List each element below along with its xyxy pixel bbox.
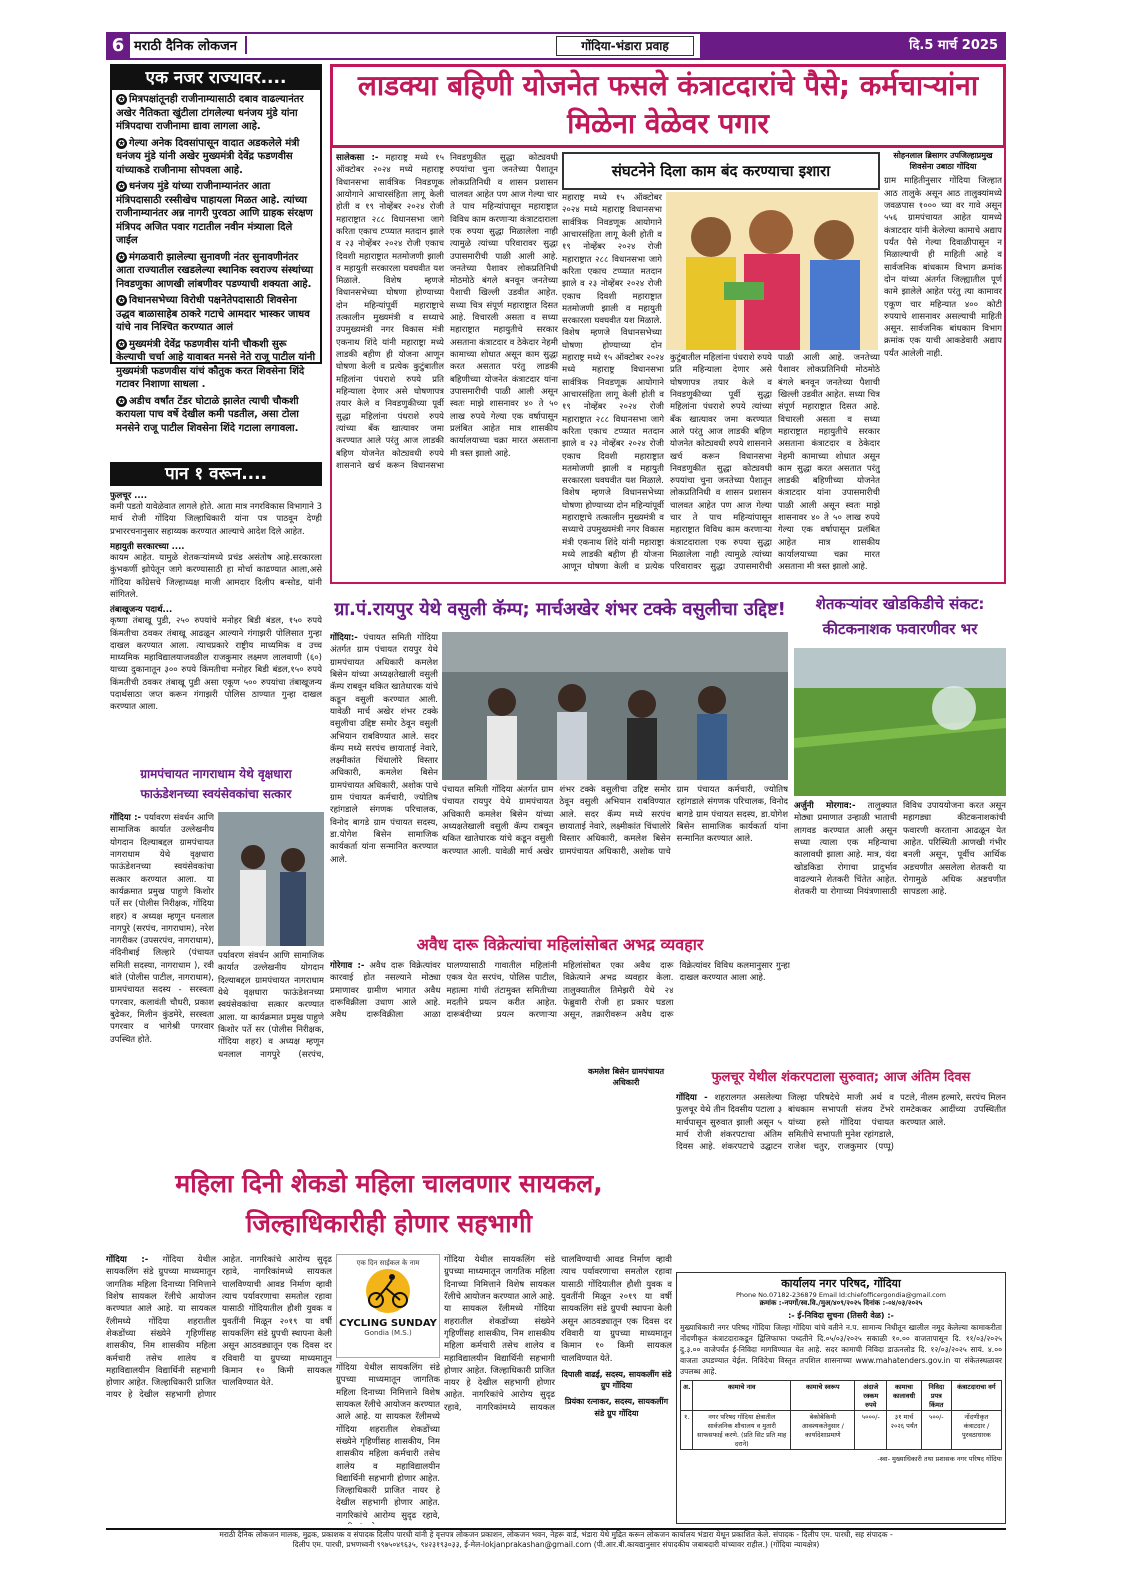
lead-body: सालेकसा :- महाराष्ट्र मध्ये १५ ऑक्टोबर २०२४ मध्ये महाराष्ट्र विधानसभा सार्वत्रिक निवडणूक आयोगाने आचारसंहिता लागू केली होती व १९ नोव्हेंबर २०२४ रोजी महाराष्ट्रात २८८ विधानसभा जागे करिता एकाच टप्प्यात मतदान झाले व २३ नोव्हेंबर २०२४ रोजी एकाच दिवशी महाराष्ट्रात मतमोजणी झाली व महायुती सरकारला घवघवीत यश मिळाले. विशेष म्हणजे विधानसभेच्या घोषणा होण्याच्या दोन महिन्यांपूर्वी महाराष्ट्राचे तत्कालीन मुख्यमंत्री व सध्याचे उपमुख्यमंत्री नगर विकास मंत्री एकनाथ शिंदे यांनी महाराष्ट्रा मध्ये लाडकी बहीण ही योजना आणून घोषणा केली व प्रत्येक कुटुंबातील महिलांना पंधराशे रुपये प्रति महिन्याला देणार असे घोषणापत्र तयार केले व निवडणुकीच्या पूर्वी सुद्धा महिलांना पंधराशे रुपये त्यांच्या बँक खात्यावर जमा करण्यात आले परंतु आज लाडकी बहिण योजनेत कोट्यवधी रुपये शासनाने खर्च करून विधानसभा निवडणुकीत सुद्धा कोट्यवधी रुपयांचा चुना जनतेच्या पैशातून लोकप्रतिनिधी व शासन प्रशासन चालवत आहेत पण आज गेल्या चार ते पाच महिन्यांपासून महाराष्ट्रात विविध काम करणाऱ्या कंत्राटदाराला एक रुपया सुद्धा मिळालेला नाही त्यामुळे त्यांच्या परिवारावर सुद्धा उपासमारीची पाळी आली आहे. जनतेच्या पैशावर लोकप्रतिनिधी मोठमोठे बंगले बनवून जनतेच्या पैशाची खिल्ली उडवीत आहेत. सध्या चित्र संपूर्ण महाराष्ट्रात दिसत आहे. विचारली असता व सध्या महाराष्ट्रात महायुतीचे सरकार असताना कंत्राटदार व ठेकेदार नेहमी कामाच्या शोधात असून काम सुद्धा करत असतात परंतु लाडकी बहिणीच्या योजनेत कंत्राटदार यांना उपासमारीची पाळी आली असून स्वतः माझे शासनावर ४० ते ५० लाख रुपये गेल्या एक वर्षापासून प्रलंबित आहेत मात्र शासकीय कार्यालयाच्या चक्रा मारत असताना मी त्रस्त झालो आहे.: [336, 153, 558, 471]
liquor-body: गोरेगाव :- अवैध दारू विक्रेत्यांवर कारवाई होत नसल्याने मोठ्या प्रमाणावर ग्रामीण भागात अवैध दारूविक्रीला उधाण आले आहे. अवैध दारूविक्रीला आळा घालण्यासाठी गावातील महिलांनी एकत्र येत सरपंच, पोलिस पाटील, महात्मा गांधी तंटामुक्त समितीच्या मदतीने प्रयत्न करीत आहेत. दारूबंदीच्या प्रयत्न करणाऱ्या महिलांसोबत एका अवैध दारू विक्रेत्याने अभद्र व्यवहार केला. तालुक्यातील तिमेझरी येथे २४ फेब्रुवारी रोजी हा प्रकार घडला असून, तक्रारीवरून अवैध दारू विक्रेत्यांवर विविध कलमानुसार गुन्हा दाखल करण्यात आला आहे.: [330, 961, 790, 1021]
cycling-byline-1: दिपाली वाढई, सदस्य, सायकलींग संडे ग्रुप गोंदिया: [561, 1369, 672, 1391]
nagradham-body: गोंदिया :- पर्यावरण संवर्धन आणि सामाजिक कार्यात उल्लेखनीय योगदान दिल्याबद्दल ग्रामपंचायत नागराधाम येथे वृक्षधारा फाऊंडेशनच्या स्वयंसेवकांचा सत्कार करण्यात आला. या कार्यक्रमात प्रमुख पाहुणे किशोर पर्ते सर (पोलीस निरीक्षक, गोंदिया शहर) व अध्यक्ष म्हणून धनलाल नागपुरे (सरपंच, नागराधाम), नरेश नागरीकर (उपसरपंच, नागराधाम), नंदिनीबाई लिल्हारे (पंचायत समिती सदस्या, नागराधाम ), रवी बांते (पोलीस पाटील, नागराधाम), ग्रामपंचायत सदस्य - सरस्वता पगरवार, कलावंती चौधरी, प्रकाश बुढेकर, मिलीन कुंडमेरे, सरस्वता पगरवार व भागेश्री पगरवार उपस्थित होते.: [110, 813, 214, 1045]
raipur-headline: ग्रा.पं.रायपुर येथे वसुली कॅम्प; मार्चअखेर शंभर टक्के वसुलीचा उद्दिष्ट!: [334, 599, 786, 620]
cont-head: महायुती सरकारच्या ....: [110, 541, 185, 552]
table-row: १. नगर परिषद गोंदिया क्षेत्रातील सार्वजनिक शौचालय व मुतारी साफसफाई करणे. (प्रति सिट प्रति माह दराने) बेकोबेकिमी आवश्यकतेनुसार / कार्यादेशाप्रमाणे ५०००/- ३१ मार्च २०२६ पर्यंत ५००/- नोंदणीकृत कंत्राटदार / पुरवठाधारक: [681, 1411, 1002, 1450]
right-body: ग्राम माहितीनुसार गोंदिया जिल्हात आठ तालुके असून आठ तालुक्यांमध्ये जवळपास १००० च्या वर गावे असून ५५६ ग्रामपंचायत आहेत यामध्ये कंत्राटदार यांनी केलेल्या कामाचे अद्याप पर्यंत पैसे गेल्या दिवाळीपासून न मिळाल्याची ही माहिती आहे व सार्वजनिक बांधकाम विभाग क्रमांक दोन यांच्या अंतर्गत जिल्ह्यातील पूर्ण कामे झालेले आहेत परंतु त्या कामावर एकूण चार महिन्यात ४०० कोटी रुपयाचे शासनावर असल्याची माहिती असून. सार्वजनिक बांधकाम विभाग क्रमांक एक याची आकडेवारी अद्याप पर्यंत आलेली नाही.: [884, 176, 1002, 359]
nagradham-headline: ग्रामपंचायत नागराधाम येथे वृक्षधारा फाऊंडेशनच्या स्वयंसेवकांचा सत्कार: [140, 767, 292, 801]
notice-contact: Phone No.07182-236879 Email Id:chiefofficergondia@gmail.com: [735, 1291, 947, 1299]
pest-headline-box: [794, 592, 1006, 644]
imprint-footer: मराठी दैनिक लोकजन मालक, मुद्रक, प्रकाशक व संपादक दिलीप पारधी यांनी हे वृत्तपत्र लोकजन प्रकाशन, लोकजन भवन, नेहरू वार्ड, भंडारा येथे मुद्रित करून लोकजन कार्यालय भंडारा येथून प्रकाशित केले. संपादक - दिलीप एम. पारधी, सह संपादक - दिलीप एम. पारधी, प्रभणध्वनी ९९७५०४९६३५, ९४२३१९३०३३, ई-मेल-lokjanprakashan@gmail.com (पी.आर.बी.कायद्यानुसार संपादकीय जबाबदारी यांच्यावर राहील.) (गोंदिया न्यायक्षेत्र): [106, 1528, 1006, 1558]
news-brief-item: ✪ मंगळवारी झालेल्या सुनावणी नंतर सुनावणीनंतर आता राज्यातील रखडलेल्या स्थानिक स्वराज्य संस्थांच्या निवडणुका आणखी लांबणीवर पडण्याची शक्यता आहे.: [116, 251, 314, 290]
page-number: 6: [106, 32, 130, 60]
notice-sign: -स्वा- मुख्याधिकारी तथा प्रशासक नगर परिषद गोंदिया: [877, 1455, 1002, 1464]
right-byline: सोहनलाल ब्रिसागर उपजिल्हाप्रमुख शिवसेना उबाठा गोंदिया: [893, 151, 993, 172]
continuation-articles: [110, 490, 322, 760]
cont-head: तंबाखूजन्य पदार्थ...: [110, 605, 173, 616]
section-label: गोंदिया-भंडारा प्रवाह: [556, 36, 694, 56]
notice-ref: क्रमांक :-नपगों/स्व.वि./मुअ/४०९/२०२५ दिनांक :-०४/०३/२०२५: [759, 1299, 923, 1307]
liquor-headline: अवैध दारू विक्रेत्यांचा महिलांसोबत अभद्र व्यवहार: [416, 935, 704, 954]
cont-body: कायम आहेत. यामुळे शेतकऱ्यांमध्ये प्रचंड असंतोष आहे.सरकारला कुंभकर्णी झोपेतून जागे करण्यासाठी हा मोर्चा काढण्यात आला,असे गोंदिया काँग्रेसचे जिल्हाध्यक्ष माजी आमदार दिलीप बन्सोड, यांनी सांगितले.: [110, 552, 322, 600]
cont-body: कृष्णा तंबाखू पुडी, २५० रुपयांचे मनोहर बिडी बंडल, १५० रुपये किंमतीचा ठवकर तंबाखू आढळून आल्याने गंगाझरी पोलिसात गुन्हा दाखल करण्यात आला. त्याचप्रकारे राष्ट्रीय माध्यमिक व उच्च माध्यमिक महाविद्यालयाजवळील राजकुमार लक्ष्मण लालवाणी (६०) याच्या दुकानातून ३०० रुपये किंमतीचा मनोहर बिडी बंडल,१५० रुपये किंमतीची ठवकर तंबाखू पुडी असा एकूण ५०० रुपयांचा तंबाखूजन्य पदार्थसाठा जप्त करून गंगाझरी पोलिस ठाण्यात गुन्हा दाखल करण्यात आला.: [110, 616, 322, 713]
star-icon: ✪: [116, 252, 127, 263]
felicitation-photo: [218, 812, 324, 946]
raipur-body-lower: पंचायत समिती गोंदिया अंतर्गत ग्राम पंचायत रायपुर येथे ग्रामपंचायत अधिकारी कमलेश बिसेन यांच्या अध्यक्षतेखाली वसुली कॅम्प राबवून थकित खातेधारक यांचे कडून वसुली करण्यात आली. यावेळी मार्च अखेर शंभर टक्के वसुलीचा उद्दिष्ट समोर ठेवून वसुली अभियान राबविण्यात आले. सदर कॅम्प मध्ये सरपंच छायाताई नेवारे, लक्ष्मीकांत चिंधालोरे विस्तार अधिकारी, कमलेश बिसेन ग्रामपंचायत अधिकारी, अशोक पाचे ग्राम पंचायत कर्मचारी, ज्योतिष रहांगडाले संगणक परिचालक, विनोद बागडे ग्राम पंचायत सदस्य, डा.योगेश बिसेन सामाजिक कार्यकर्ता यांना सन्मानित करण्यात आले.: [442, 785, 788, 857]
notice-table: अ. कामाचे नाव कामाचे स्वरूप अंदाजे रक्कम रुपये कामाचा कालावधी निविदा प्रपत्र किंमत कंत्राटदाराचा वर्ग १. नगर परिषद गोंदिया क्षेत्रातील सार्वजनिक शौचालय व मुतारी साफसफाई करणे. (प्रति सिट प्रति माह दराने) बेकोबेकिमी आवश्यकतेनुसार / कार्यादेशाप्रमाणे ५०००/- ३१ मार्च २०२६ पर्यंत ५००/- नोंदणीकृत कंत्राटदार / पुरवठाधारक: [680, 1380, 1002, 1450]
issue-date: दि.5 मार्च 2025: [700, 32, 1006, 60]
notice-title: कार्यालय नगर परिषद, गोंदिया: [781, 1277, 901, 1290]
star-icon: ✪: [116, 295, 127, 306]
news-brief-title: एक नजर राज्यावर....: [112, 66, 320, 90]
lead-right-column: [884, 150, 1002, 580]
lead-col-4: महाराष्ट्र मध्ये १५ ऑक्टोबर २०२४ मध्ये महाराष्ट्र विधानसभा सार्वत्रिक निवडणूक आयोगाने आचारसंहिता लागू केली होती व १९ नोव्हेंबर २०२४ रोजी महाराष्ट्रात २८८ विधानसभा जागे करिता एकाच टप्प्यात मतदान झाले व २३ नोव्हेंबर २०२४ रोजी एकाच दिवशी महाराष्ट्रात मतमोजणी झाली व महायुती सरकारला घवघवीत यश मिळाले. विशेष म्हणजे विधानसभेच्या घोषणा होण्याच्या दोन महिन्यांपूर्वी महाराष्ट्राचे तत्कालीन मुख्यमंत्री व सध्याचे उपमुख्यमंत्री नगर विकास मंत्री एकनाथ शिंदे यांनी महाराष्ट्रा मध्ये लाडकी बहीण ही योजना आणून घोषणा केली व प्रत्येक कुटुंबातील महिलांना पंधराशे रुपये प्रति महिन्याला देणार असे घोषणापत्र तयार केले व निवडणुकीच्या पूर्वी सुद्धा महिलांना पंधराशे रुपये त्यांच्या बँक खात्यावर जमा करण्यात आले परंतु आज लाडकी बहिण योजनेत कोट्यवधी रुपये शासनाने खर्च करून विधानसभा निवडणुकीत सुद्धा कोट्यवधी रुपयांचा चुना जनतेच्या पैशातून लोकप्रतिनिधी व शासन प्रशासन चालवत आहेत पण आज गेल्या चार ते पाच महिन्यांपासून महाराष्ट्रात विविध काम करणाऱ्या कंत्राटदाराला एक रुपया सुद्धा मिळालेला नाही त्यामुळे त्यांच्या परिवारावर सुद्धा उपासमारीची पाळी आली आहे. जनतेच्या पैशावर लोकप्रतिनिधी मोठमोठे बंगले बनवून जनतेच्या पैशाची खिल्ली उडवीत आहेत. सध्या चित्र संपूर्ण महाराष्ट्रात दिसत आहे. विचारली असता व सध्या महाराष्ट्रात महायुतीचे सरकार असताना कंत्राटदार व ठेकेदार नेहमी कामाच्या शोधात असून काम सुद्धा करत असतात परंतु लाडकी बहिणीच्या योजनेत कंत्राटदार यांना उपासमारीची पाळी आली असून स्वतः माझे शासनावर ४० ते ५० लाख रुपये गेल्या एक वर्षापासून प्रलंबित आहेत मात्र शासकीय कार्यालयाच्या चक्रा मारत असताना मी त्रस्त झालो आहे.: [562, 353, 880, 573]
star-icon: ✪: [116, 339, 127, 350]
shankarpat-headline: फुलचूर येथील शंकरपटाला सुरुवात; आज अंतिम दिवस: [711, 1070, 971, 1085]
cycling-sunday-logo: एक दिन साईकल के नाम CYCLING SUNDAY Gondia (M.S.): [336, 1254, 440, 1358]
news-brief-item: ✪ विधानसभेच्या विरोधी पक्षनेतेपदासाठी शिवसेना उद्धव बाळासाहेब ठाकरे गटाचे आमदार भास्कर जाधव यांचे नाव निश्चित करण्यात आलं: [116, 295, 310, 333]
news-brief-box: [110, 64, 322, 434]
pest-headline: शेतकऱ्यांवर खोडकिडीचे संकट: कीटकनाशक फवारणीवर भर: [815, 595, 985, 638]
notice-subtitle: :- ई-निविदा सुचना (तिसरी वेळ) :-: [788, 1311, 894, 1320]
cycling-headline-box: [106, 1164, 672, 1250]
pest-body: अर्जुनी मोरगाव:- तालुक्यात मोठ्या प्रमाणात उन्हाळी भाताची लागवड करण्यात आली असून सध्या त्याला एक महिन्याचा कालावधी झाला आहे. मात्र, यंदा खोडकिडा रोगाचा प्रादुर्भाव वाढल्याने शेतकरी चिंतेत आहेत. शेतकरी या रोगाच्या नियंत्रणासाठी विविध उपाययोजना करत असून महागड्या कीटकनाशकांची फवारणी करताना आढळून येत आहेत. परिस्थिती आणखी गंभीर बनली असून, पूर्वीच आर्थिक अडचणीत असलेला शेतकरी या रोगामुळे अधिक अडचणीत सापडला आहे.: [794, 801, 1006, 898]
news-brief-item: ✪ मुख्यमंत्री देवेंद्र फडणवीस यांनी चौकशी सुरू केल्याची चर्चा आहे यावाबत मनसे नेते राजू पाटील यांनी मुख्यमंत्री फडणवीस यांचं कौतुक करत शिवसेना शिंदे गटावर निशाणा साधला .: [116, 338, 316, 390]
cyclist-icon: [358, 1268, 418, 1314]
cycling-body: गोंदिया :- गोंदिया येथील सायकलिंग संडे ग्रुपच्या माध्यमातून जागतिक महिला दिनाच्या निमित्ताने विशेष सायकल रॅलीचे आयोजन करण्यात आले आहे. या सायकल रॅलीमध्ये गोंदिया शहरातील शेकडोंच्या संख्येने गृहिणींसह शासकीय, निम शासकीय महिला कर्मचारी तसेच शालेय व महाविद्यालयीन विद्यार्थिनी सहभागी होणार आहेत. जिल्हाधिकारी प्राजित नायर हे देखील सहभागी होणार आहेत. नागरिकांचे आरोग्य सुदृढ रहावे, नागरिकांमध्ये सायकल चालविण्याची आवड निर्माण व्हावी त्याच पर्यावरणाचा समतोल रहावा यासाठी गोंदियातील हौशी युवक व युवतींनी मिळून २०१९ या वर्षी सायकलिंग संडे ग्रुपची स्थापना केली असून आठवड्यातून एक दिवस दर रविवारी या ग्रुपच्या माध्यमातून किमान १० किमी सायकल चालविण्यात येते.: [106, 1255, 332, 1401]
cycling-body-2: गोंदिया येथील सायकलिंग संडे ग्रुपच्या माध्यमातून जागतिक महिला दिनाच्या निमित्ताने विशेष सायकल रॅलीचे आयोजन करण्यात आले आहे. या सायकल रॅलीमध्ये गोंदिया शहरातील शेकडोंच्या संख्येने गृहिणींसह शासकीय, निम शासकीय महिला कर्मचारी तसेच शालेय व महाविद्यालयीन विद्यार्थिनी सहभागी होणार आहेत. जिल्हाधिकारी प्राजित नायर हे देखील सहभागी होणार आहेत. नागरिकांचे आरोग्य सुदृढ रहावे,: [336, 1363, 440, 1521]
cycling-body-3: गोंदिया येथील सायकलिंग संडे ग्रुपच्या माध्यमातून जागतिक महिला दिनाच्या निमित्ताने विशेष सायकल रॅलीचे आयोजन करण्यात आले आहे. या सायकल रॅलीमध्ये गोंदिया शहरातील शेकडोंच्या संख्येने गृहिणींसह शासकीय, निम शासकीय महिला कर्मचारी तसेच शालेय व महाविद्यालयीन विद्यार्थिनी सहभागी होणार आहेत. जिल्हाधिकारी प्राजित नायर हे देखील सहभागी होणार आहेत. नागरिकांचे आरोग्य सुदृढ रहावे, नागरिकांमध्ये सायकल चालविण्याची आवड निर्माण व्हावी त्याच पर्यावरणाचा समतोल रहावा यासाठी गोंदियातील हौशी युवक व युवतींनी मिळून २०१९ या वर्षी सायकलिंग संडे ग्रुपची स्थापना केली असून आठवड्यातून एक दिवस दर रविवारी या ग्रुपच्या माध्यमातून किमान १० किमी सायकल चालविण्यात येते. दिपाली वाढई, सदस्य, सायकलींग संडे ग्रुप गोंदिया प्रियंका रत्नाकर, सदस्य, सायकलींग संडे ग्रुप गोंदिया: [444, 1255, 672, 1418]
raipur-photo: [442, 632, 788, 780]
cycling-byline-2: प्रियंका रत्नाकर, सदस्य, सायकलींग संडे ग्रुप गोंदिया: [564, 1397, 669, 1418]
paper-name: मराठी दैनिक लोकजन: [134, 36, 247, 54]
raipur-body: गोंदिया:- पंचायत समिती गोंदिया अंतर्गत ग्राम पंचायत रायपुर येथे ग्रामपंचायत अधिकारी कमलेश बिसेन यांच्या अध्यक्षतेखाली वसुली कॅम्प राबवून थकित खातेधारक यांचे कडून वसुली करण्यात आली. यावेळी मार्च अखेर शंभर टक्के वसुलीचा उद्दिष्ट समोर ठेवून वसुली अभियान राबविण्यात आले. सदर कॅम्प मध्ये सरपंच छायाताई नेवारे, लक्ष्मीकांत चिंधालोरे विस्तार अधिकारी, कमलेश बिसेन ग्रामपंचायत अधिकारी, अशोक पाचे ग्राम पंचायत कर्मचारी, ज्योतिष रहांगडाले संगणक परिचालक, विनोद बागडे ग्राम पंचायत सदस्य, डा.योगेश बिसेन सामाजिक कार्यकर्ता यांना सन्मानित करण्यात आले.: [330, 633, 438, 865]
nagradham-body-2: पर्यावरण संवर्धन आणि सामाजिक कार्यात उल्लेखनीय योगदान दिल्याबद्दल ग्रामपंचायत नागराधाम येथे वृक्षधारा फाऊंडेशनच्या स्वयंसेवकांचा सत्कार करण्यात आला. या कार्यक्रमात प्रमुख पाहुणे किशोर पर्ते सर (पोलीस निरीक्षक, गोंदिया शहर) व अध्यक्ष म्हणून धनलाल नागपुरे (सरपंच,: [218, 951, 324, 1060]
pest-byline-2: कमलेश बिसेन ग्रामपंचायत अधिकारी: [587, 1067, 665, 1087]
star-icon: ✪: [116, 94, 127, 105]
paddy-field-photo: [794, 648, 1006, 796]
cont-body: कमी पडतो यावेळेवात लागले होते. आता मात्र नगरविकास विभागाने 3 मार्च रोजी गोंदिया जिल्हाधिकारी यांना पत्र पाठवून देण्ही प्रभाररचनानुसार सहाय्यक करण्यात आल्याचे आदेश दिले आहेत.: [110, 502, 322, 537]
lead-col-3: महाराष्ट्र मध्ये १५ ऑक्टोबर २०२४ मध्ये महाराष्ट्र विधानसभा सार्वत्रिक निवडणूक आयोगाने आचारसंहिता लागू केली होती व १९ नोव्हेंबर २०२४ रोजी महाराष्ट्रात २८८ विधानसभा जागे करिता एकाच टप्प्यात मतदान झाले व २३ नोव्हेंबर २०२४ रोजी एकाच दिवशी महाराष्ट्रात मतमोजणी झाली व महायुती सरकारला घवघवीत यश मिळाले. विशेष म्हणजे विधानसभेच्या घोषणा होण्याच्या दोन: [562, 193, 662, 351]
shankarpat-body: गोंदिया - शहरालगत असलेल्या फुलचूर येथे तीन दिवसीय पटाला ३ मार्चपासून सुरुवात झाली असून ५ मार्च रोजी शंकरपटाचा अंतिम दिवस आहे. शंकरपटाचे उद्घाटन जिल्हा परिषदेचे माजी अर्थ व बांधकाम सभापती संजय टेंभरे यांच्या हस्ते गोंदिया पंचायत समितीचे सभापती मुनेश रहांगडाले, राजेश चतुर, राजकुमार (पप्पू) पटले, नीलम हल्मारे, सरपंच मिलन रामटेककर आदींच्या उपस्थितीत करण्यात आले.: [676, 1093, 1006, 1153]
news-brief-item: ✪ धनंजय मुंडे यांच्या राजीनाम्यानंतर आता मंत्रिपदासाठी रस्सीखेच पाहायला मिळत आहे. त्यांच्या राजीनाम्यानंतर अन्न नागरी पुरवठा आणि ग्राहक संरक्षण मंत्रिपद अजित पवार गटातील नवीन मंत्र्याला दिले जाईल: [116, 181, 313, 246]
cont-head: फुलचूर ....: [110, 491, 148, 501]
notice-body: मुख्याधिकारी नगर परिषद गोंदिया जिल्हा गोंदिया यांचे वतीने न.प. सामान्य निधीतून खालील नमूद केलेल्या कामाकरीता नोंदणीकृत कंत्राटदाराकडून द्विलिफाफा पध्दतीने दि.०५/०३/२०२५ सकाळी १०.०० वाजतापासून दि. ११/०३/२०२५ दु.३.०० वाजेपर्यंत ई-निविदा मागविण्यात येत आहे. सदर कामाची निविदा डाऊनलोड दि. १२/०३/२०२५ सायं. ४.०० वाजता उघडण्यात येईल. निविदेचा विस्तृत तपशिल शासनाच्या www.mahatenders.gov.in या संकेतस्थळावर उपलब्ध आहे.: [680, 1323, 1002, 1376]
star-icon: ✪: [116, 396, 127, 407]
tender-notice: [676, 1272, 1006, 1524]
cycling-headline: महिला दिनी शेकडो महिला चालवणार सायकल, जिल्हाधिकारीही होणार सहभागी: [175, 1169, 603, 1238]
continuation-title: पान १ वरून....: [110, 462, 322, 486]
star-icon: ✪: [116, 181, 127, 192]
news-brief-item: ✪ अडीच वर्षांत टेंडर घोटाळे झालेत त्याची चौकशी करायला पाच वर्षे देखील कमी पडतील, असा टोला मनसेने राजू पाटील शिवसेना शिंदे गटाला लगावला.: [116, 395, 299, 434]
nagradham-headline-box: [110, 764, 322, 808]
star-icon: ✪: [116, 138, 127, 149]
news-brief-item: ✪ गेल्या अनेक दिवसांपासून वादात अडकलेले मंत्री धनंजय मुंडे यांनी अखेर मुख्यमंत्री देवेंद्र फडणवीस यांच्याकडे राजीनामा सोपवला आहे.: [116, 137, 300, 176]
lead-illustration: [666, 192, 878, 350]
lead-headline: लाडक्या बहिणी योजनेत फसले कंत्राटदारांचे पैसे; कर्मचाऱ्यांना मिळेना वेळेवर पगार: [330, 64, 1006, 148]
sub-headline-box: [562, 152, 880, 192]
news-brief-item: ✪ मित्रपक्षांतूनही राजीनाम्यासाठी दबाव वाढल्यानंतर अखेर नैतिकता खुंटीला टांगलेल्या धनंजय मुंडे यांना मंत्रिपदाचा राजीनामा द्यावा लागला आहे.: [116, 94, 304, 132]
sub-headline: संघटनेने दिला काम बंद करण्याचा इशारा: [562, 152, 880, 190]
women-illustration: [666, 192, 878, 350]
